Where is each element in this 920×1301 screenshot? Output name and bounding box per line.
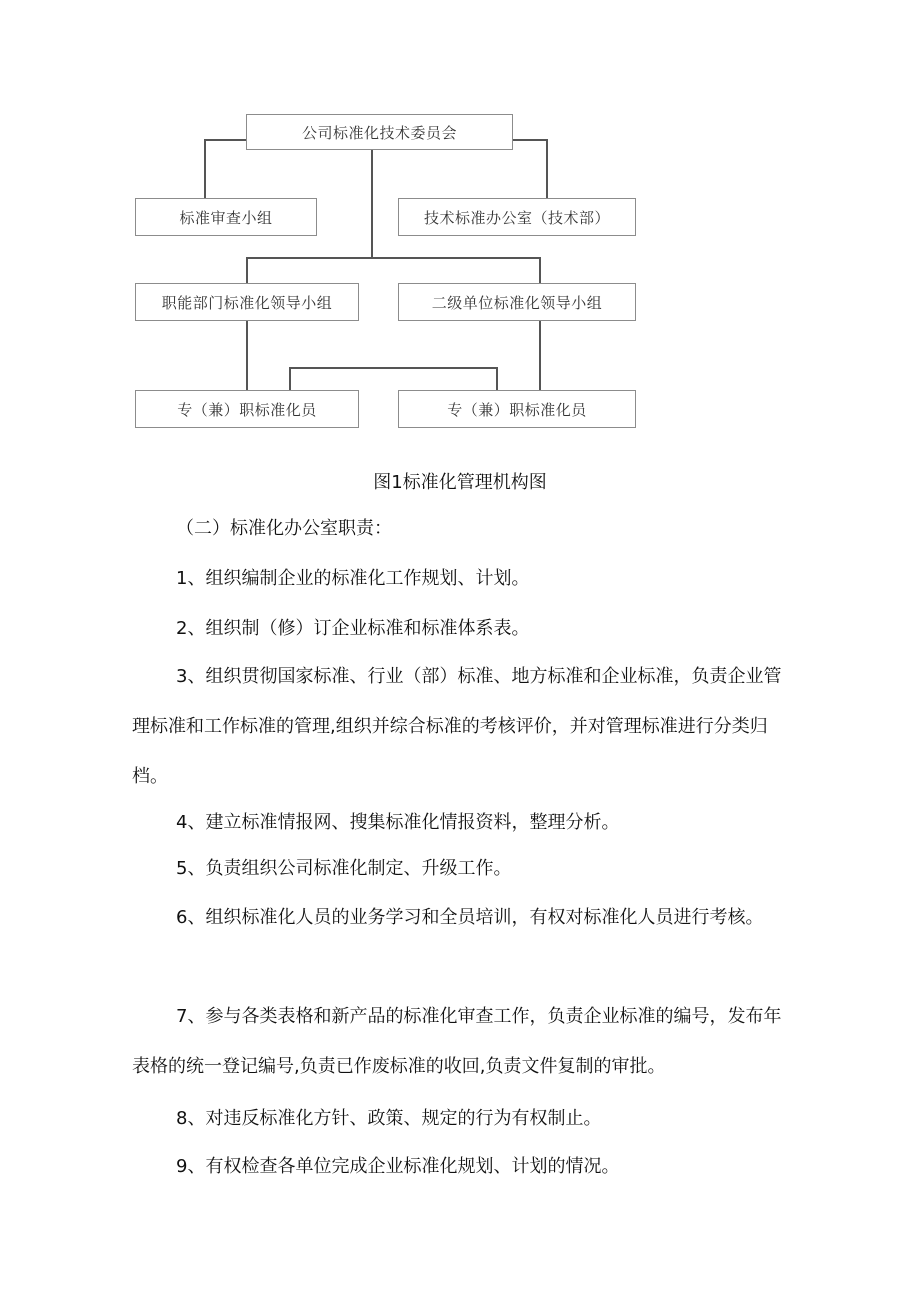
duty-item-1: 1、组织编制企业的标准化工作规划、计划。 (176, 568, 530, 589)
duty-item-4: 4、建立标准情报网、搜集标准化情报资料，整理分析。 (176, 812, 620, 833)
section-heading: （二）标准化办公室职责： (176, 518, 392, 539)
staff-right-label: 专（兼）职标准化员 (447, 400, 587, 419)
functional-dept-label: 职能部门标准化领导小组 (161, 293, 333, 312)
staff-left-label: 专（兼）职标准化员 (177, 400, 317, 419)
connector-top-to-tech-office (513, 140, 547, 198)
committee-box (246, 114, 513, 150)
connector-staff-bridge (290, 368, 497, 390)
duty-item-5: 5、负责组织公司标准化制定、升级工作。 (176, 858, 512, 879)
staff-right-box (398, 390, 636, 428)
functional-dept-box (135, 283, 359, 321)
duty-item-8: 8、对违反标准化方针、政策、规定的行为有权制止。 (176, 1108, 602, 1129)
duty-item-9: 9、有权检查各单位完成企业标准化规划、计划的情况。 (176, 1156, 620, 1177)
duty-item-2: 2、组织制（修）订企业标准和标准体系表。 (176, 618, 530, 639)
tech-office-label: 技术标准办公室（技术部） (423, 208, 610, 227)
review-group-box (135, 198, 317, 236)
staff-left-box (135, 390, 359, 428)
org-chart (0, 0, 920, 440)
review-group-label: 标准审查小组 (179, 208, 273, 227)
secondary-unit-label: 二级单位标准化领导小组 (431, 293, 603, 312)
secondary-unit-box (398, 283, 636, 321)
figure-caption: 图1标准化管理机构图 (373, 472, 547, 493)
tech-office-box (398, 198, 636, 236)
duty-item-7: 7、参与各类表格和新产品的标准化审查工作，负责企业标准的编号，发布年表格的统一登记编号,负责已作废标准的收回,负责文件复制的审批。 (132, 1006, 782, 1077)
connector-level3-bar (247, 258, 540, 283)
duty-item-6: 6、组织标准化人员的业务学习和全员培训，有权对标准化人员进行考核。 (176, 907, 764, 928)
duty-item-3: 3、组织贯彻国家标准、行业（部）标准、地方标准和企业标准，负责企业管理标准和工作标准的管理,组织并综合标准的考核评价，并对管理标准进行分类归档。 (132, 666, 782, 787)
connector-top-to-review-group (205, 140, 246, 198)
committee-label: 公司标准化技术委员会 (301, 123, 457, 142)
